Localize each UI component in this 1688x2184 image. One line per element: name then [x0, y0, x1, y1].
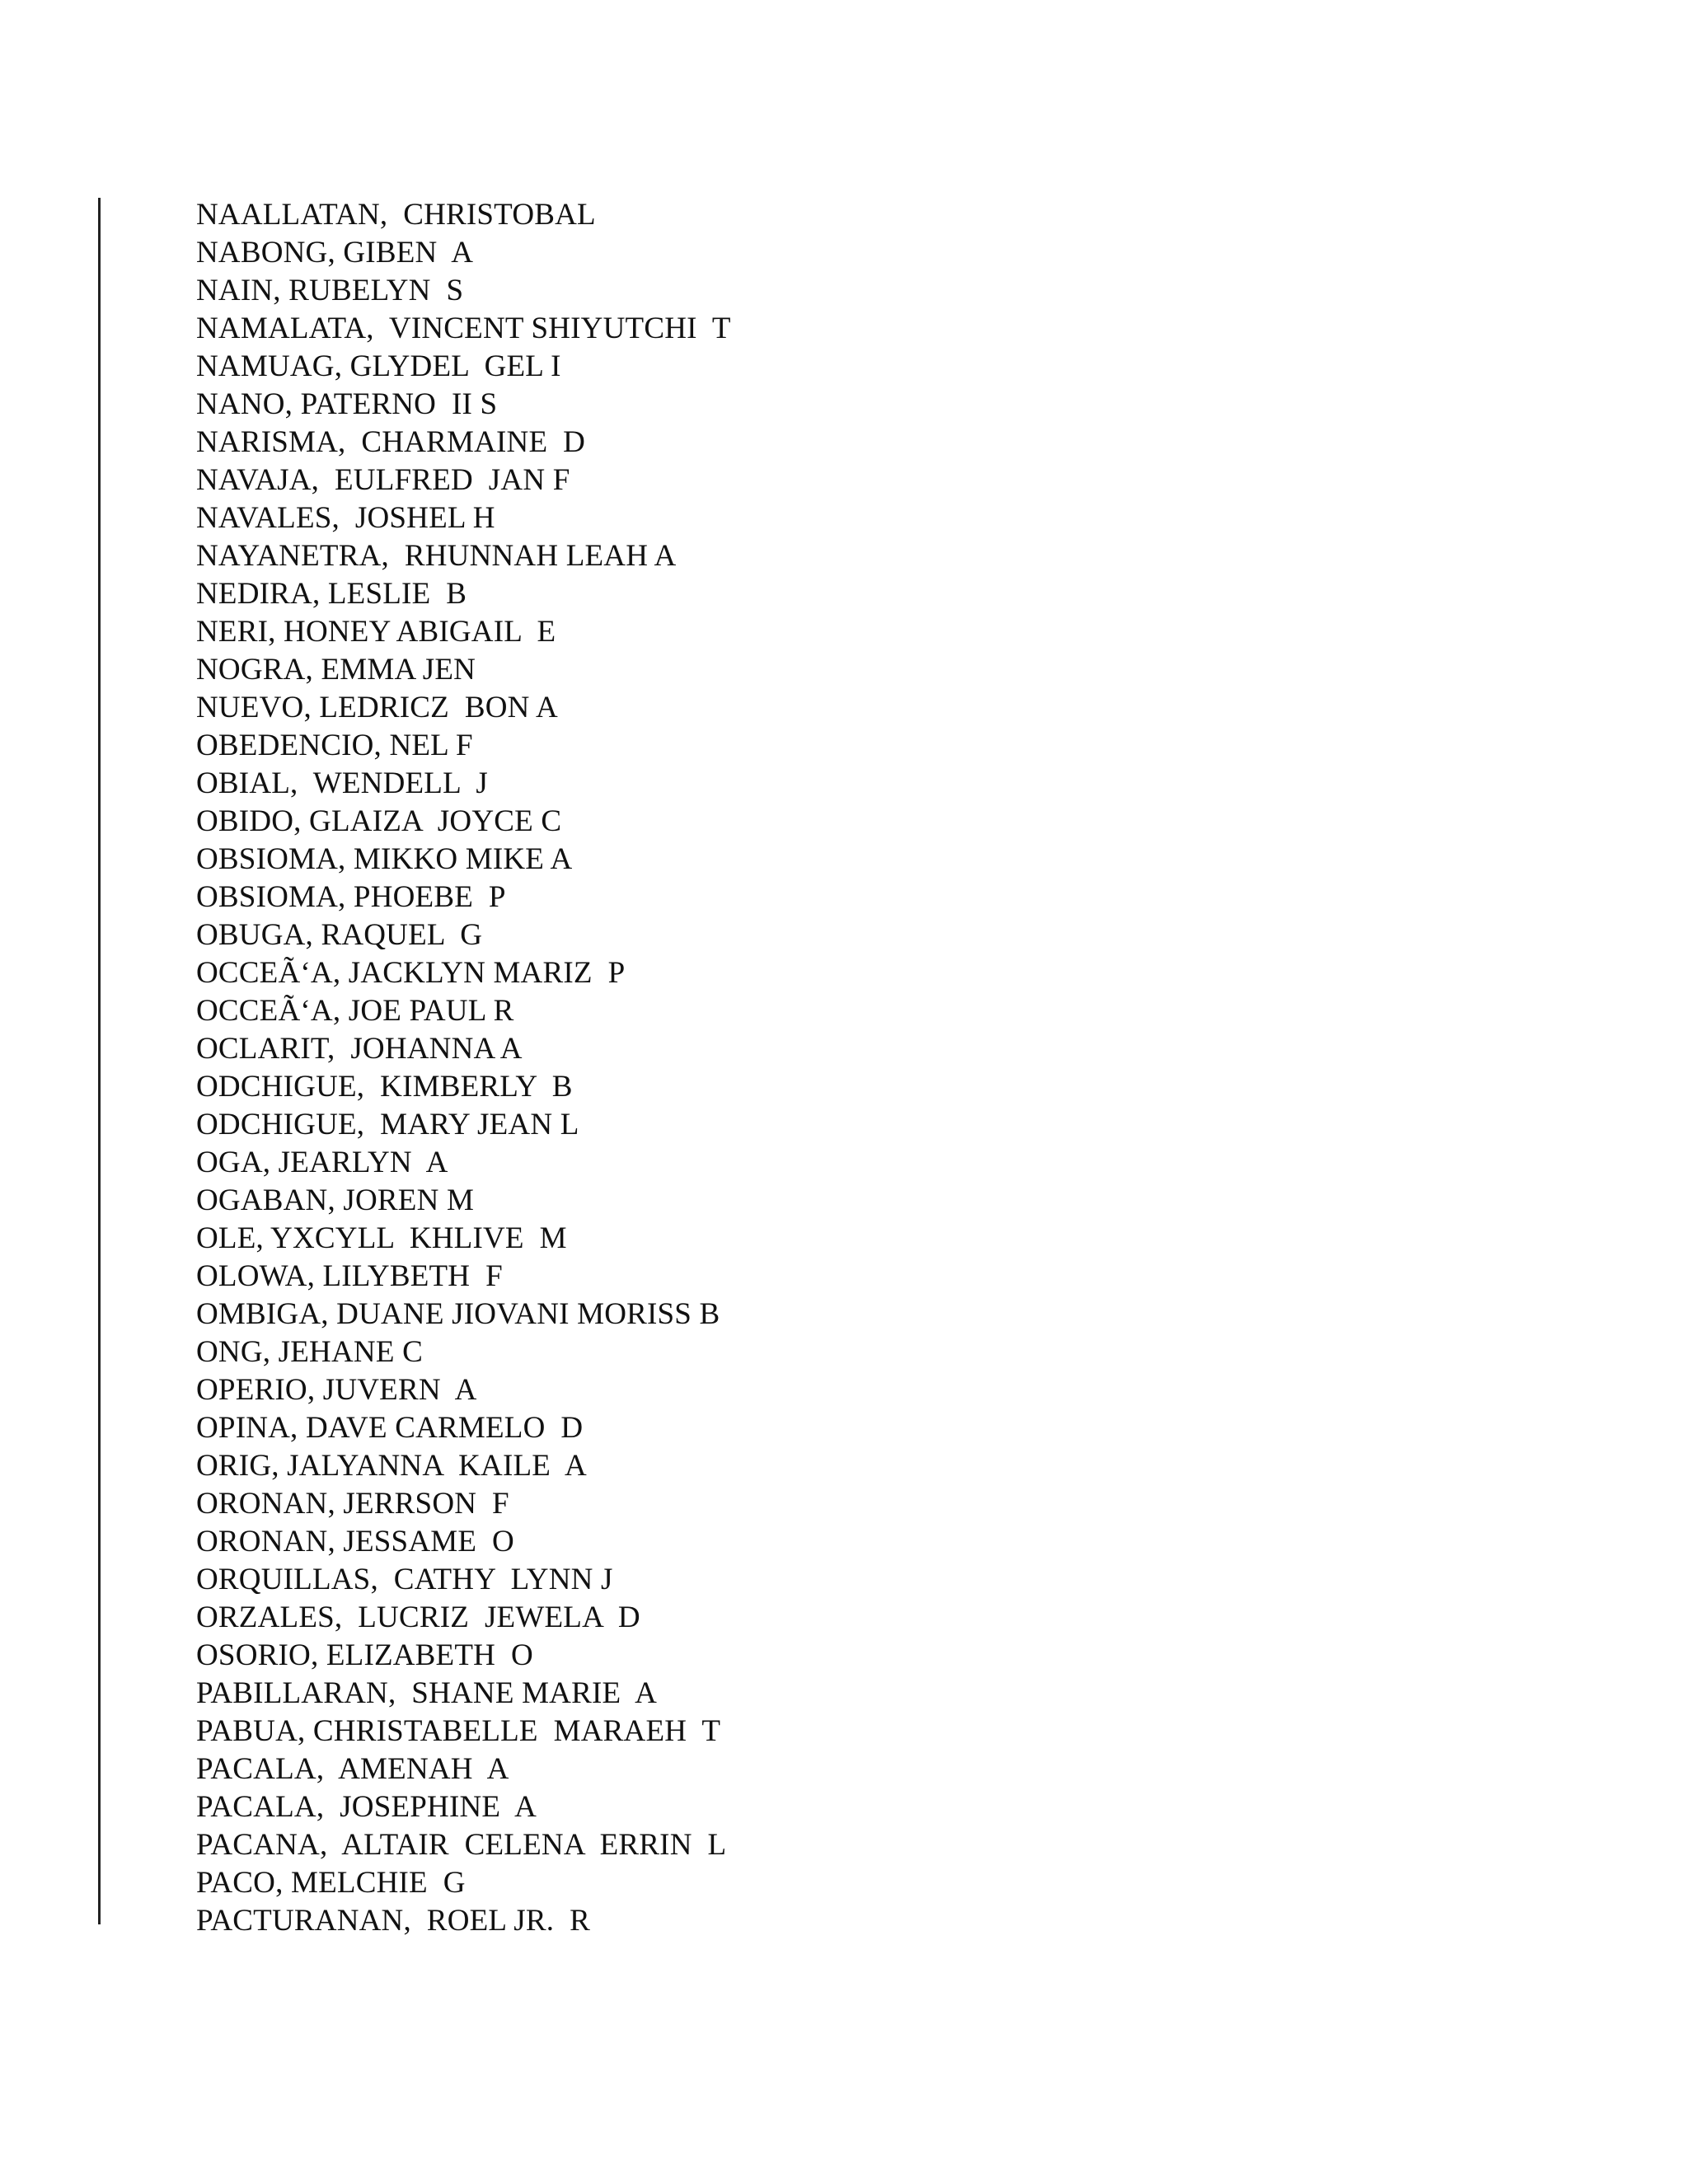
name-entry: NARISMA, CHARMAINE D [196, 425, 586, 459]
name-entry: PACO, MELCHIE G [196, 1866, 466, 1900]
name-entry: NABONG, GIBEN A [196, 236, 474, 269]
name-entry: PACANA, ALTAIR CELENA ERRIN L [196, 1828, 727, 1862]
name-entry: NAYANETRA, RHUNNAH LEAH A [196, 539, 677, 573]
name-entry: OGABAN, JOREN M [196, 1183, 475, 1217]
name-entry: NOGRA, EMMA JEN [196, 653, 476, 687]
name-entry: OSORIO, ELIZABETH O [196, 1638, 533, 1672]
name-entry: ODCHIGUE, KIMBERLY B [196, 1070, 573, 1104]
name-entry: OLE, YXCYLL KHLIVE M [196, 1221, 567, 1255]
name-entry: OPINA, DAVE CARMELO D [196, 1411, 584, 1445]
name-entry: OCCEÃ‘A, JOE PAUL R [196, 994, 514, 1028]
name-entry: NAIN, RUBELYN S [196, 274, 464, 307]
name-entry: PACALA, JOSEPHINE A [196, 1790, 537, 1824]
name-entry: NAALLATAN, CHRISTOBAL [196, 198, 596, 232]
name-entry: OLOWA, LILYBETH F [196, 1259, 503, 1293]
name-entry: OBIDO, GLAIZA JOYCE C [196, 804, 562, 838]
name-list [196, 196, 731, 1940]
name-entry: NAMUAG, GLYDEL GEL I [196, 349, 561, 383]
name-entry: OBIAL, WENDELL J [196, 766, 489, 800]
name-entry: NANO, PATERNO II S [196, 387, 498, 421]
name-entry: PABUA, CHRISTABELLE MARAEH T [196, 1714, 721, 1748]
name-entry: ONG, JEHANE C [196, 1335, 423, 1369]
name-entry: OCLARIT, JOHANNA A [196, 1032, 523, 1066]
name-entry: NUEVO, LEDRICZ BON A [196, 691, 558, 724]
name-entry: ORIG, JALYANNA KAILE A [196, 1449, 587, 1483]
name-entry: NEDIRA, LESLIE B [196, 577, 467, 611]
name-entry: NAMALATA, VINCENT SHIYUTCHI T [196, 312, 731, 345]
name-entry: OCCEÃ‘A, JACKLYN MARIZ P [196, 956, 626, 990]
name-entry: NAVALES, JOSHEL H [196, 501, 495, 535]
name-entry: OBUGA, RAQUEL G [196, 918, 483, 952]
name-entry: ORZALES, LUCRIZ JEWELA D [196, 1601, 640, 1634]
name-entry: OMBIGA, DUANE JIOVANI MORISS B [196, 1297, 720, 1331]
name-entry: ORONAN, JERRSON F [196, 1487, 509, 1521]
name-entry: OGA, JEARLYN A [196, 1146, 448, 1179]
name-entry: PABILLARAN, SHANE MARIE A [196, 1676, 658, 1710]
name-entry: PACALA, AMENAH A [196, 1752, 509, 1786]
name-entry: ORONAN, JESSAME O [196, 1525, 514, 1558]
name-entry: PACTURANAN, ROEL JR. R [196, 1904, 590, 1938]
name-entry: NAVAJA, EULFRED JAN F [196, 463, 570, 497]
name-entry: ODCHIGUE, MARY JEAN L [196, 1108, 579, 1141]
name-entry: OBEDENCIO, NEL F [196, 729, 473, 762]
name-entry: ORQUILLAS, CATHY LYNN J [196, 1563, 613, 1596]
name-entry: NERI, HONEY ABIGAIL E [196, 615, 556, 649]
name-entry: OBSIOMA, PHOEBE P [196, 880, 506, 914]
name-entry: OPERIO, JUVERN A [196, 1373, 477, 1407]
left-margin-bar [98, 198, 101, 1924]
name-entry: OBSIOMA, MIKKO MIKE A [196, 842, 573, 876]
